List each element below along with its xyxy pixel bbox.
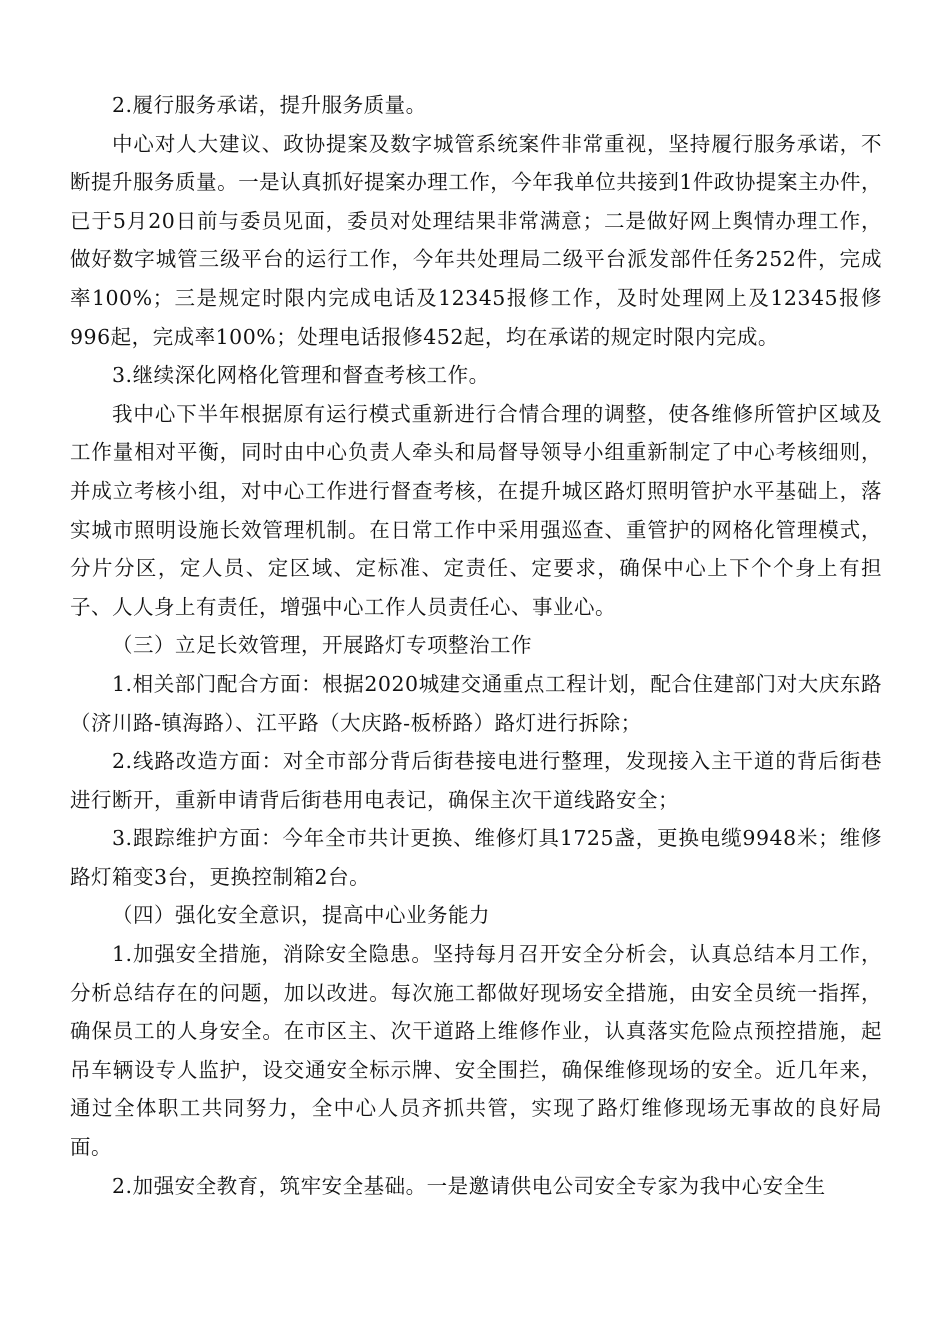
paragraph-tracking-maintenance: 3.跟踪维护方面：今年全市共计更换、维修灯具1725盏，更换电缆9948米；维修路灯箱变3台，更换控制箱2台。: [70, 826, 882, 889]
section-heading-safety-awareness: （四）强化安全意识，提高中心业务能力: [112, 903, 491, 928]
paragraph-department-cooperation: 1.相关部门配合方面：根据2020城建交通重点工程计划，配合住建部门对大庆东路（济川路-镇海路）、江平路（大庆路-板桥路）路灯进行拆除；: [70, 671, 882, 735]
subheading-fulfill-service-commitment: 2.履行服务承诺，提升服务质量。: [112, 93, 427, 117]
subheading-grid-management: 3.继续深化网格化管理和督查考核工作。: [112, 363, 490, 388]
paragraph-grid-management: 我中心下半年根据原有运行模式重新进行合情合理的调整，使各维修所管护区域及工作量相对平衡，同时由中心负责人牵头和局督导领导小组重新制定了中心考核细则，并成立考核小组，对中心工作进行督查考核，在提升城区路灯照明管护水平基础上，落实城市照明设施长效管理机制。在日常工作中采用强巡查、重管护的网格化管理模式，分片分区，定人员、定区域、定标准、定责任、定要求，确保中心上下个个身上有担子、人人身上有责任，增强中心工作人员责任心、事业心。: [70, 401, 882, 619]
paragraph-safety-education: 2.加强安全教育，筑牢安全基础。一是邀请供电公司安全专家为我中心安全生: [112, 1173, 826, 1198]
paragraph-safety-measures: 1.加强安全措施，消除安全隐患。坚持每月召开安全分析会，认真总结本月工作，分析总结存在的问题，加以改进。每次施工都做好现场安全措施，由安全员统一指挥，确保员工的人身安全。在市区主、次干道路上维修作业，认真落实危险点预控措施，起吊车辆设专人监护，设交通安全标示牌、安全围拦，确保维修现场的安全。近几年来，通过全体职工共同努力，全中心人员齐抓共管，实现了路灯维修现场无事故的良好局面。: [70, 942, 882, 1160]
section-heading-street-light-rectification: （三）立足长效管理，开展路灯专项整治工作: [112, 633, 533, 658]
paragraph-line-renovation: 2.线路改造方面：对全市部分背后街巷接电进行整理，发现接入主干道的背后街巷进行断开，重新申请背后街巷用电表记，确保主次干道线路安全；: [70, 749, 882, 812]
document-body: [70, 86, 882, 1205]
paragraph-service-commitment: 中心对人大建议、政协提案及数字城管系统案件非常重视，坚持履行服务承诺，不断提升服务质量。一是认真抓好提案办理工作，今年我单位共接到1件政协提案主办件，已于5月20日前与委员见面，委员对处理结果非常满意；二是做好网上舆情办理工作，做好数字城管三级平台的运行工作，今年共处理局二级平台派发部件任务252件，完成率100%；三是规定时限内完成电话及12345报修工作，及时处理网上及12345报修996起，完成率100%；处理电话报修452起，均在承诺的规定时限内完成。: [70, 131, 882, 349]
